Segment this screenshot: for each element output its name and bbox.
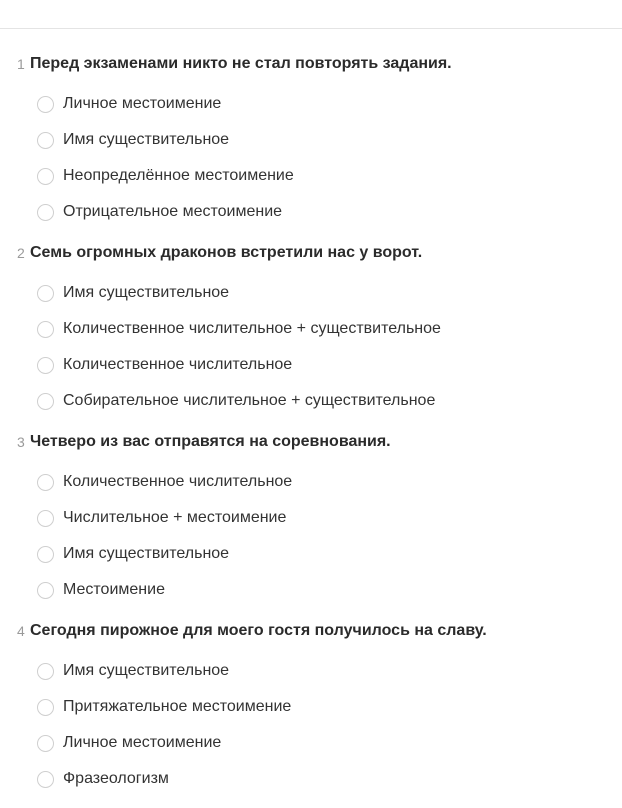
radio-button[interactable] [37,735,54,752]
answer-label: Притяжательное местоимение [63,698,292,715]
radio-button[interactable] [37,699,54,716]
question-header [0,241,622,265]
radio-button[interactable] [37,663,54,680]
question-header [0,619,622,643]
radio-button[interactable] [37,168,54,185]
question-2 [0,241,622,430]
answer-label: Количественное числительное [63,473,293,490]
answer-option[interactable] [0,500,622,536]
answer-label: Фразеологизм [63,770,169,787]
question-text: Четверо из вас отправятся на соревнования. [30,433,391,450]
answer-label: Отрицательное местоимение [63,203,283,220]
question-3 [0,430,622,619]
question-number: 3 [17,434,25,450]
answer-option[interactable] [0,122,622,158]
answer-option[interactable] [0,653,622,689]
answer-option[interactable] [0,536,622,572]
radio-button[interactable] [37,510,54,527]
radio-button[interactable] [37,204,54,221]
answer-options [0,86,622,230]
answer-label: Имя существительное [63,284,230,301]
answer-label: Количественное числительное [63,356,293,373]
question-text: Семь огромных драконов встретили нас у ворот. [30,244,423,261]
radio-button[interactable] [37,321,54,338]
answer-option[interactable] [0,572,622,608]
answer-option[interactable] [0,383,622,419]
answer-label: Имя существительное [63,131,230,148]
radio-button[interactable] [37,357,54,374]
answer-option[interactable] [0,311,622,347]
question-1 [0,52,622,241]
answer-option[interactable] [0,464,622,500]
answer-option[interactable] [0,761,622,797]
quiz-list [0,52,622,808]
radio-button[interactable] [37,96,54,113]
radio-button[interactable] [37,582,54,599]
answer-label: Количественное числительное + существительное [63,320,441,337]
answer-options [0,275,622,419]
answer-label: Имя существительное [63,545,230,562]
radio-button[interactable] [37,132,54,149]
answer-option[interactable] [0,689,622,725]
radio-button[interactable] [37,474,54,491]
radio-button[interactable] [37,771,54,788]
answer-options [0,464,622,608]
answer-option[interactable] [0,194,622,230]
top-divider [0,28,622,29]
answer-label: Имя существительное [63,662,230,679]
answer-option[interactable] [0,725,622,761]
answer-option[interactable] [0,275,622,311]
answer-label: Местоимение [63,581,165,598]
question-number: 1 [17,56,25,72]
question-text: Сегодня пирожное для моего гостя получилось на славу. [30,622,487,639]
answer-label: Собирательное числительное + существительное [63,392,436,409]
question-header [0,52,622,76]
answer-options [0,653,622,797]
answer-label: Неопределённое местоимение [63,167,294,184]
question-text: Перед экзаменами никто не стал повторять задания. [30,55,452,72]
question-4 [0,619,622,808]
answer-option[interactable] [0,158,622,194]
question-number: 2 [17,245,25,261]
answer-option[interactable] [0,86,622,122]
radio-button[interactable] [37,285,54,302]
answer-label: Личное местоимение [63,95,222,112]
answer-label: Числительное + местоимение [63,509,287,526]
answer-option[interactable] [0,347,622,383]
answer-label: Личное местоимение [63,734,222,751]
radio-button[interactable] [37,546,54,563]
question-number: 4 [17,623,25,639]
question-header [0,430,622,454]
radio-button[interactable] [37,393,54,410]
